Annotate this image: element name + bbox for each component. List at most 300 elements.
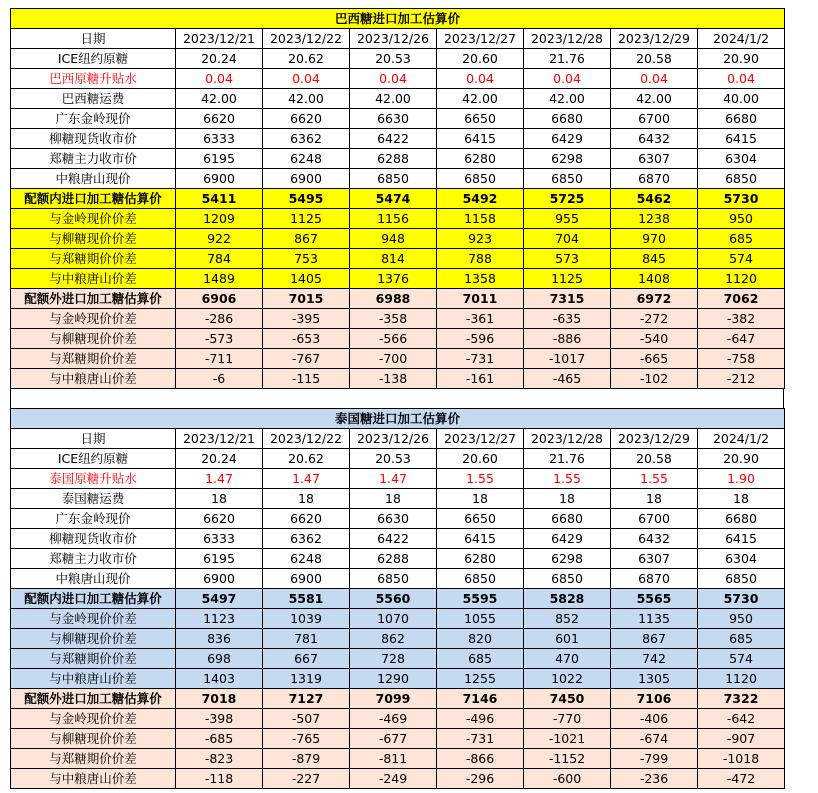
value-cell: -573 (176, 329, 263, 349)
value-cell: 1403 (176, 669, 263, 689)
thailand-sugar-table (10, 408, 785, 789)
value-cell: -700 (350, 349, 437, 369)
value-cell: 788 (437, 249, 524, 269)
date-header-cell: 2023/12/22 (263, 429, 350, 449)
row-label-cell: 与金岭现价价差 (11, 309, 176, 329)
value-cell: -674 (611, 729, 698, 749)
value-cell: 950 (698, 609, 785, 629)
value-cell: 18 (698, 489, 785, 509)
value-cell: -296 (437, 769, 524, 789)
value-cell: -115 (263, 369, 350, 389)
value-cell: 6429 (524, 129, 611, 149)
value-cell: 1305 (611, 669, 698, 689)
value-cell: -212 (698, 369, 785, 389)
value-cell: 6988 (350, 289, 437, 309)
value-cell: 1039 (263, 609, 350, 629)
value-cell: 6850 (524, 569, 611, 589)
value-cell: 6195 (176, 149, 263, 169)
row-label-cell: 与柳糖现价价差 (11, 329, 176, 349)
value-cell: -472 (698, 769, 785, 789)
value-cell: 573 (524, 249, 611, 269)
row-label-cell: 柳糖现货收市价 (11, 129, 176, 149)
value-cell: 6850 (698, 169, 785, 189)
value-cell: -1017 (524, 349, 611, 369)
value-cell: 7099 (350, 689, 437, 709)
value-cell: 1.90 (698, 469, 785, 489)
value-cell: 1358 (437, 269, 524, 289)
table-row (11, 589, 785, 609)
value-cell: -382 (698, 309, 785, 329)
value-cell: 6429 (524, 529, 611, 549)
value-cell: 6630 (350, 109, 437, 129)
value-cell: -811 (350, 749, 437, 769)
value-cell: 1135 (611, 609, 698, 629)
table-row (11, 509, 785, 529)
value-cell: 6307 (611, 549, 698, 569)
table-row (11, 529, 785, 549)
date-header-cell: 2023/12/28 (524, 29, 611, 49)
value-cell: -395 (263, 309, 350, 329)
value-cell: -1021 (524, 729, 611, 749)
value-cell: 7146 (437, 689, 524, 709)
value-cell: 862 (350, 629, 437, 649)
value-cell: 42.00 (437, 89, 524, 109)
value-cell: -406 (611, 709, 698, 729)
value-cell: 6900 (176, 569, 263, 589)
value-cell: 42.00 (524, 89, 611, 109)
value-cell: 6248 (263, 149, 350, 169)
value-cell: 5474 (350, 189, 437, 209)
row-label-cell: 与柳糖现价价差 (11, 729, 176, 749)
value-cell: 18 (350, 489, 437, 509)
table-row (11, 269, 785, 289)
table-row (11, 709, 785, 729)
thailand-table-title: 泰国糖进口加工估算价 (11, 409, 785, 429)
value-cell: 6304 (698, 549, 785, 569)
value-cell: 1070 (350, 609, 437, 629)
row-label-cell: 与郑糖期价价差 (11, 749, 176, 769)
value-cell: 7018 (176, 689, 263, 709)
date-header-cell: 2024/1/2 (698, 429, 785, 449)
value-cell: 18 (611, 489, 698, 509)
value-cell: -469 (350, 709, 437, 729)
value-cell: 20.90 (698, 449, 785, 469)
value-cell: 6850 (437, 169, 524, 189)
value-cell: 5595 (437, 589, 524, 609)
table-row (11, 549, 785, 569)
value-cell: 6415 (437, 129, 524, 149)
value-cell: 6680 (698, 509, 785, 529)
value-cell: 5725 (524, 189, 611, 209)
value-cell: 970 (611, 229, 698, 249)
table-row (11, 229, 785, 249)
value-cell: 20.24 (176, 449, 263, 469)
table-row (11, 629, 785, 649)
row-label-cell: 与金岭现价价差 (11, 609, 176, 629)
date-header-cell: 2023/12/21 (176, 29, 263, 49)
value-cell: 1489 (176, 269, 263, 289)
value-cell: 1125 (524, 269, 611, 289)
value-cell: 5411 (176, 189, 263, 209)
value-cell: 6620 (176, 509, 263, 529)
value-cell: 6307 (611, 149, 698, 169)
value-cell: 0.04 (437, 69, 524, 89)
value-cell: 685 (698, 229, 785, 249)
row-label-cell: 柳糖现货收市价 (11, 529, 176, 549)
value-cell: 5565 (611, 589, 698, 609)
row-label-cell: 与金岭现价价差 (11, 709, 176, 729)
value-cell: 6700 (611, 509, 698, 529)
value-cell: 6850 (350, 169, 437, 189)
value-cell: 20.62 (263, 49, 350, 69)
table-row (11, 769, 785, 789)
date-header-cell: 2023/12/26 (350, 29, 437, 49)
value-cell: 601 (524, 629, 611, 649)
value-cell: -1152 (524, 749, 611, 769)
value-cell: 5828 (524, 589, 611, 609)
brazil-header-row (11, 29, 785, 49)
table-row (11, 189, 785, 209)
value-cell: 6432 (611, 129, 698, 149)
value-cell: 1.47 (263, 469, 350, 489)
row-label-cell: 配额外进口加工糖估算价 (11, 289, 176, 309)
value-cell: -799 (611, 749, 698, 769)
value-cell: 5497 (176, 589, 263, 609)
value-cell: 20.60 (437, 49, 524, 69)
value-cell: 20.53 (350, 449, 437, 469)
value-cell: 6850 (524, 169, 611, 189)
value-cell: -249 (350, 769, 437, 789)
value-cell: -758 (698, 349, 785, 369)
brazil-table-body (11, 49, 785, 389)
value-cell: 667 (263, 649, 350, 669)
value-cell: 6415 (437, 529, 524, 549)
value-cell: 0.04 (524, 69, 611, 89)
value-cell: 1123 (176, 609, 263, 629)
value-cell: 20.58 (611, 49, 698, 69)
row-label-cell: 与郑糖期价价差 (11, 349, 176, 369)
value-cell: 6850 (437, 569, 524, 589)
value-cell: 955 (524, 209, 611, 229)
row-label-cell: 与中粮唐山价差 (11, 669, 176, 689)
value-cell: 0.04 (698, 69, 785, 89)
value-cell: 820 (437, 629, 524, 649)
value-cell: 753 (263, 249, 350, 269)
value-cell: 1319 (263, 669, 350, 689)
value-cell: 950 (698, 209, 785, 229)
header-label-cell: 日期 (11, 429, 176, 449)
table-row (11, 669, 785, 689)
value-cell: 6900 (176, 169, 263, 189)
value-cell: 6362 (263, 529, 350, 549)
value-cell: 0.04 (350, 69, 437, 89)
value-cell: 1290 (350, 669, 437, 689)
value-cell: 5730 (698, 189, 785, 209)
value-cell: 6432 (611, 529, 698, 549)
value-cell: -361 (437, 309, 524, 329)
row-label-cell: 郑糖主力收市价 (11, 149, 176, 169)
table-row (11, 609, 785, 629)
value-cell: 6630 (350, 509, 437, 529)
value-cell: 6304 (698, 149, 785, 169)
value-cell: -866 (437, 749, 524, 769)
value-cell: 5560 (350, 589, 437, 609)
value-cell: 5462 (611, 189, 698, 209)
table-row (11, 649, 785, 669)
value-cell: 1238 (611, 209, 698, 229)
value-cell: 6680 (524, 109, 611, 129)
value-cell: 845 (611, 249, 698, 269)
value-cell: 18 (263, 489, 350, 509)
value-cell: -398 (176, 709, 263, 729)
row-label-cell: 巴西糖运费 (11, 89, 176, 109)
value-cell: -823 (176, 749, 263, 769)
value-cell: 0.04 (263, 69, 350, 89)
value-cell: 6288 (350, 149, 437, 169)
value-cell: -647 (698, 329, 785, 349)
value-cell: 470 (524, 649, 611, 669)
value-cell: -596 (437, 329, 524, 349)
value-cell: 867 (263, 229, 350, 249)
value-cell: 6900 (263, 569, 350, 589)
value-cell: 704 (524, 229, 611, 249)
table-row (11, 209, 785, 229)
table-row (11, 489, 785, 509)
row-label-cell: 广东金岭现价 (11, 509, 176, 529)
row-label-cell: 与柳糖现价价差 (11, 229, 176, 249)
value-cell: 7062 (698, 289, 785, 309)
row-label-cell: 与金岭现价价差 (11, 209, 176, 229)
value-cell: 6333 (176, 129, 263, 149)
table-row (11, 449, 785, 469)
table-spacer (10, 388, 784, 408)
row-label-cell: 与中粮唐山价差 (11, 769, 176, 789)
value-cell: 21.76 (524, 449, 611, 469)
table-row (11, 169, 785, 189)
value-cell: 7315 (524, 289, 611, 309)
table-row (11, 49, 785, 69)
value-cell: 42.00 (611, 89, 698, 109)
table-row (11, 289, 785, 309)
value-cell: 6333 (176, 529, 263, 549)
value-cell: 7011 (437, 289, 524, 309)
value-cell: 574 (698, 649, 785, 669)
value-cell: 7322 (698, 689, 785, 709)
value-cell: 948 (350, 229, 437, 249)
value-cell: 18 (437, 489, 524, 509)
value-cell: 852 (524, 609, 611, 629)
brazil-table-title: 巴西糖进口加工估算价 (11, 9, 785, 29)
brazil-title-row (11, 9, 785, 29)
row-label-cell: 泰国原糖升贴水 (11, 469, 176, 489)
value-cell: 5581 (263, 589, 350, 609)
value-cell: 5495 (263, 189, 350, 209)
value-cell: 1120 (698, 669, 785, 689)
value-cell: -566 (350, 329, 437, 349)
value-cell: 867 (611, 629, 698, 649)
value-cell: 6870 (611, 169, 698, 189)
value-cell: -635 (524, 309, 611, 329)
date-header-cell: 2023/12/26 (350, 429, 437, 449)
date-header-cell: 2023/12/27 (437, 29, 524, 49)
value-cell: 6850 (350, 569, 437, 589)
value-cell: -600 (524, 769, 611, 789)
value-cell: -138 (350, 369, 437, 389)
value-cell: 20.58 (611, 449, 698, 469)
row-label-cell: ICE纽约原糖 (11, 49, 176, 69)
value-cell: 20.53 (350, 49, 437, 69)
value-cell: 20.24 (176, 49, 263, 69)
row-label-cell: 中粮唐山现价 (11, 569, 176, 589)
value-cell: 18 (176, 489, 263, 509)
value-cell: 6620 (263, 509, 350, 529)
value-cell: 1376 (350, 269, 437, 289)
value-cell: 42.00 (176, 89, 263, 109)
value-cell: -118 (176, 769, 263, 789)
value-cell: 1156 (350, 209, 437, 229)
value-cell: -507 (263, 709, 350, 729)
table-row (11, 89, 785, 109)
date-header-cell: 2023/12/29 (611, 429, 698, 449)
value-cell: 40.00 (698, 89, 785, 109)
value-cell: 42.00 (350, 89, 437, 109)
value-cell: 6288 (350, 549, 437, 569)
value-cell: -1018 (698, 749, 785, 769)
value-cell: 6972 (611, 289, 698, 309)
value-cell: 923 (437, 229, 524, 249)
row-label-cell: 配额外进口加工糖估算价 (11, 689, 176, 709)
date-header-cell: 2023/12/22 (263, 29, 350, 49)
value-cell: -653 (263, 329, 350, 349)
table-row (11, 369, 785, 389)
value-cell: 7450 (524, 689, 611, 709)
value-cell: 1408 (611, 269, 698, 289)
table-row (11, 129, 785, 149)
value-cell: 1158 (437, 209, 524, 229)
value-cell: 742 (611, 649, 698, 669)
value-cell: 1405 (263, 269, 350, 289)
value-cell: -358 (350, 309, 437, 329)
value-cell: 6850 (698, 569, 785, 589)
value-cell: 1.55 (524, 469, 611, 489)
row-label-cell: 与中粮唐山价差 (11, 269, 176, 289)
value-cell: 814 (350, 249, 437, 269)
value-cell: -731 (437, 729, 524, 749)
value-cell: 6298 (524, 549, 611, 569)
table-row (11, 749, 785, 769)
value-cell: 6422 (350, 529, 437, 549)
value-cell: 784 (176, 249, 263, 269)
value-cell: 42.00 (263, 89, 350, 109)
value-cell: 1209 (176, 209, 263, 229)
value-cell: 6870 (611, 569, 698, 589)
value-cell: 7015 (263, 289, 350, 309)
row-label-cell: 与柳糖现价价差 (11, 629, 176, 649)
table-row (11, 109, 785, 129)
value-cell: -540 (611, 329, 698, 349)
value-cell: -907 (698, 729, 785, 749)
value-cell: 6415 (698, 529, 785, 549)
value-cell: 20.62 (263, 449, 350, 469)
table-row (11, 689, 785, 709)
value-cell: -711 (176, 349, 263, 369)
value-cell: 6248 (263, 549, 350, 569)
value-cell: 6195 (176, 549, 263, 569)
value-cell: 574 (698, 249, 785, 269)
value-cell: 6700 (611, 109, 698, 129)
value-cell: 20.60 (437, 449, 524, 469)
value-cell: -665 (611, 349, 698, 369)
value-cell: 7127 (263, 689, 350, 709)
value-cell: 6415 (698, 129, 785, 149)
value-cell: 6280 (437, 549, 524, 569)
brazil-sugar-table (10, 8, 785, 389)
value-cell: 5492 (437, 189, 524, 209)
table-row (11, 729, 785, 749)
value-cell: 1120 (698, 269, 785, 289)
thailand-title-row (11, 409, 785, 429)
value-cell: 1.47 (176, 469, 263, 489)
thailand-table-body (11, 449, 785, 789)
value-cell: 0.04 (611, 69, 698, 89)
value-cell: 1.55 (437, 469, 524, 489)
value-cell: 1.55 (611, 469, 698, 489)
value-cell: 1055 (437, 609, 524, 629)
value-cell: 6680 (698, 109, 785, 129)
value-cell: -272 (611, 309, 698, 329)
value-cell: 1022 (524, 669, 611, 689)
header-label-cell: 日期 (11, 29, 176, 49)
value-cell: -767 (263, 349, 350, 369)
row-label-cell: 配额内进口加工糖估算价 (11, 189, 176, 209)
value-cell: 685 (698, 629, 785, 649)
row-label-cell: 与郑糖期价价差 (11, 249, 176, 269)
value-cell: 6620 (176, 109, 263, 129)
row-label-cell: 与郑糖期价价差 (11, 649, 176, 669)
table-row (11, 349, 785, 369)
value-cell: -286 (176, 309, 263, 329)
value-cell: 6422 (350, 129, 437, 149)
value-cell: 1255 (437, 669, 524, 689)
value-cell: -465 (524, 369, 611, 389)
value-cell: 6280 (437, 149, 524, 169)
date-header-cell: 2024/1/2 (698, 29, 785, 49)
table-row (11, 569, 785, 589)
value-cell: 685 (437, 649, 524, 669)
date-header-cell: 2023/12/29 (611, 29, 698, 49)
value-cell: 922 (176, 229, 263, 249)
value-cell: -102 (611, 369, 698, 389)
value-cell: 6680 (524, 509, 611, 529)
value-cell: 1.47 (350, 469, 437, 489)
value-cell: -6 (176, 369, 263, 389)
date-header-cell: 2023/12/28 (524, 429, 611, 449)
row-label-cell: 与中粮唐山价差 (11, 369, 176, 389)
value-cell: 7106 (611, 689, 698, 709)
table-row (11, 309, 785, 329)
row-label-cell: 中粮唐山现价 (11, 169, 176, 189)
date-header-cell: 2023/12/21 (176, 429, 263, 449)
value-cell: 0.04 (176, 69, 263, 89)
row-label-cell: 配额内进口加工糖估算价 (11, 589, 176, 609)
value-cell: -731 (437, 349, 524, 369)
table-row (11, 329, 785, 349)
row-label-cell: 广东金岭现价 (11, 109, 176, 129)
value-cell: 5730 (698, 589, 785, 609)
value-cell: 6362 (263, 129, 350, 149)
value-cell: -161 (437, 369, 524, 389)
row-label-cell: 巴西原糖升贴水 (11, 69, 176, 89)
